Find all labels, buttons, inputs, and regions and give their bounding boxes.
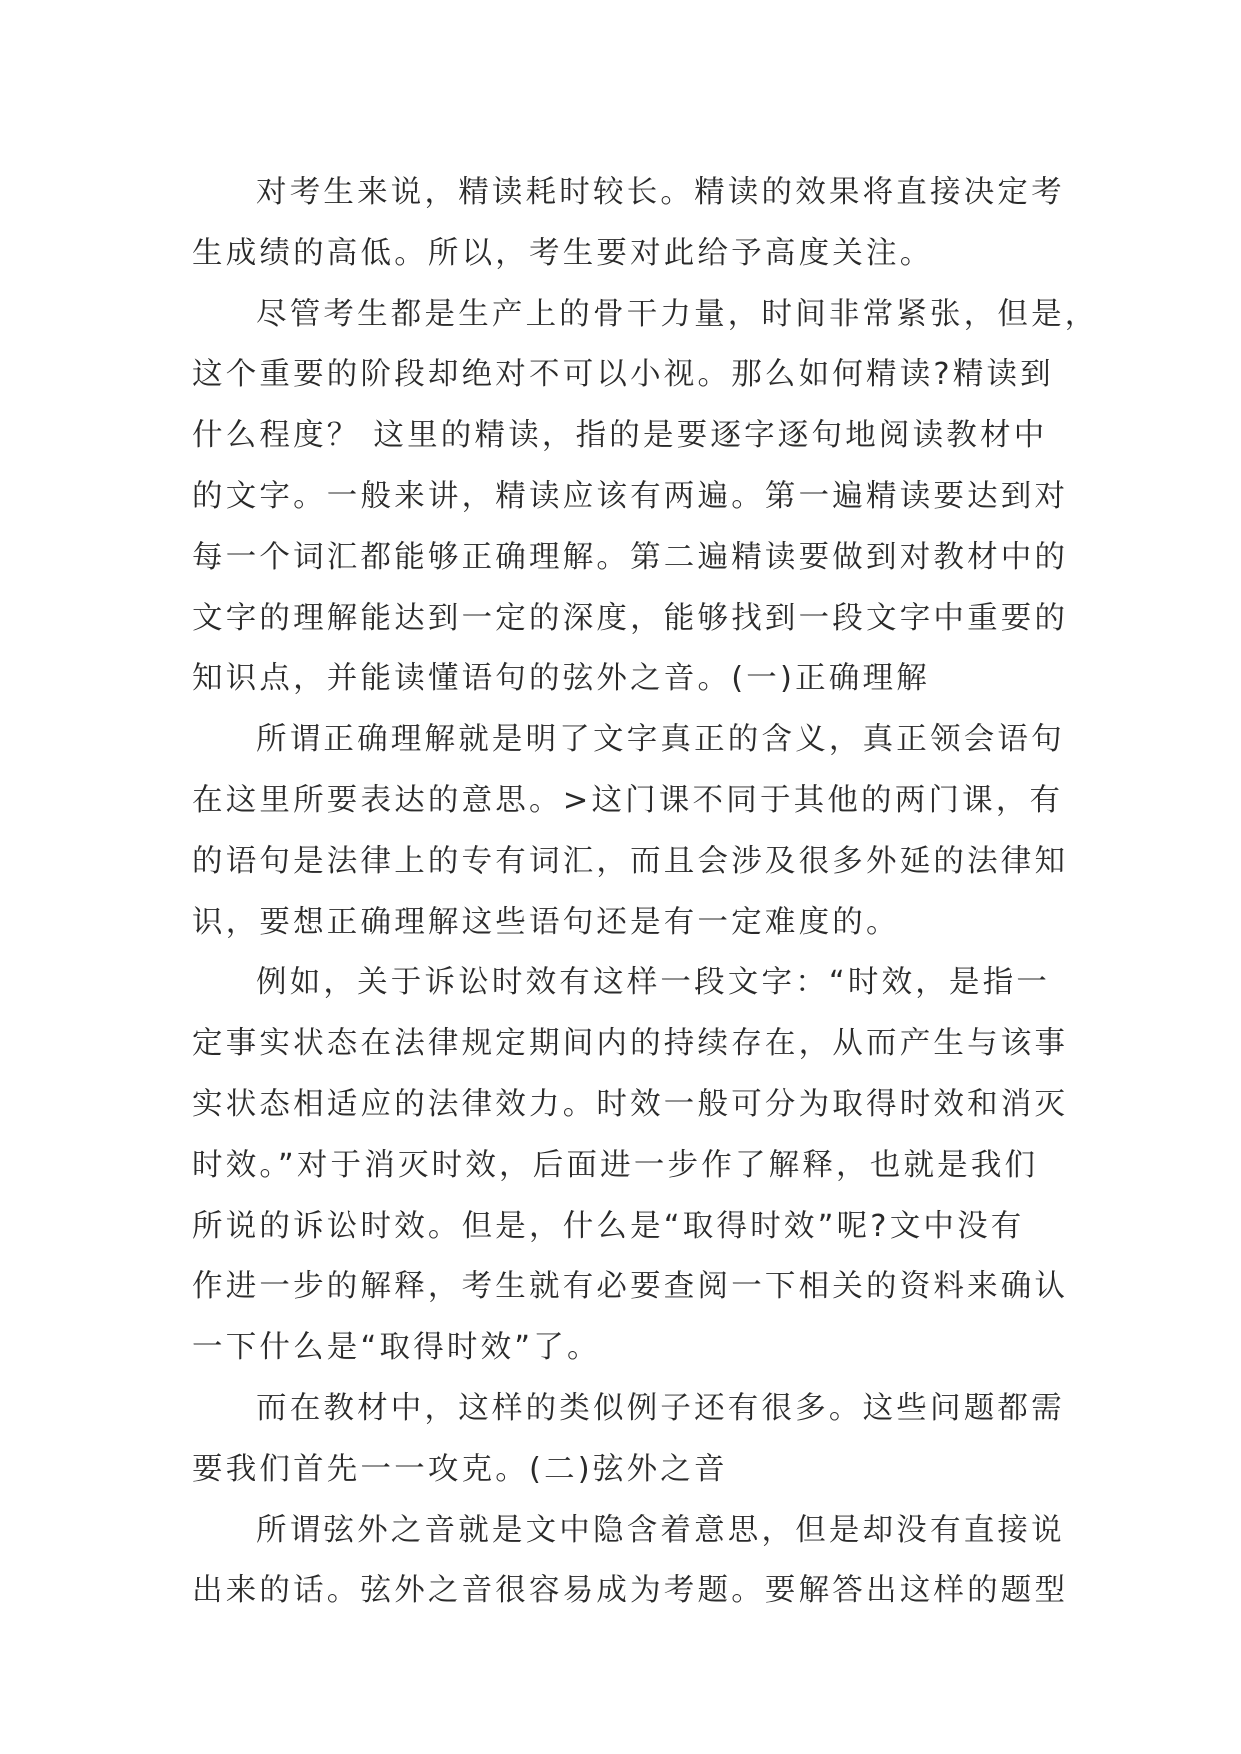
paragraph-line: 每一个词汇都能够正确理解。第二遍精读要做到对教材中的	[192, 539, 1069, 575]
paragraph-line: 在这里所要表达的意思。>这门课不同于其他的两门课，有	[192, 782, 1064, 818]
paragraph-line: 的语句是法律上的专有词汇，而且会涉及很多外延的法律知	[192, 843, 1069, 879]
paragraph-line: 什么程度？ 这里的精读，指的是要逐字逐句地阅读教材中	[192, 418, 1048, 454]
paragraph-line: 一下什么是“取得时效”了。	[192, 1330, 601, 1366]
paragraph-line: 所说的诉讼时效。但是，什么是“取得时效”呢?文中没有	[192, 1208, 1025, 1244]
paragraph-line: 要我们首先一一攻克。(二)弦外之音	[192, 1451, 728, 1487]
paragraph-line: 尽管考生都是生产上的骨干力量，时间非常紧张，但是，	[256, 296, 1099, 332]
paragraph-line: 时效。”对于消灭时效，后面进一步作了解释，也就是我们	[192, 1147, 1039, 1183]
paragraph-line: 定事实状态在法律规定期间内的持续存在，从而产生与该事	[192, 1026, 1069, 1062]
paragraph-line: 这个重要的阶段却绝对不可以小视。那么如何精读?精读到	[192, 357, 1054, 393]
paragraph-line: 出来的话。弦外之音很容易成为考题。要解答出这样的题型	[192, 1573, 1069, 1609]
document-body	[192, 163, 1099, 1622]
paragraph-line: 所谓正确理解就是明了文字真正的含义，真正领会语句	[256, 722, 1065, 758]
paragraph-line: 作进一步的解释，考生就有必要查阅一下相关的资料来确认	[192, 1269, 1069, 1305]
paragraph-line: 对考生来说，精读耗时较长。精读的效果将直接决定考	[256, 175, 1065, 210]
paragraph-line: 而在教材中，这样的类似例子还有很多。这些问题都需	[256, 1390, 1065, 1426]
paragraph-line: 识，要想正确理解这些语句还是有一定难度的。	[192, 904, 900, 940]
paragraph-line: 所谓弦外之音就是文中隐含着意思，但是却没有直接说	[256, 1512, 1065, 1548]
paragraph-line: 文字的理解能达到一定的深度，能够找到一段文字中重要的	[192, 600, 1069, 636]
paragraph-line: 例如，关于诉讼时效有这样一段文字：“时效，是指一	[256, 965, 1051, 1001]
paragraph-line: 实状态相适应的法律效力。时效一般可分为取得时效和消灭	[192, 1086, 1069, 1122]
paragraph-line: 的文字。一般来讲，精读应该有两遍。第一遍精读要达到对	[192, 478, 1069, 514]
paragraph-line: 生成绩的高低。所以，考生要对此给予高度关注。	[192, 235, 934, 271]
paragraph-line: 知识点，并能读懂语句的弦外之音。(一)正确理解	[192, 661, 930, 697]
